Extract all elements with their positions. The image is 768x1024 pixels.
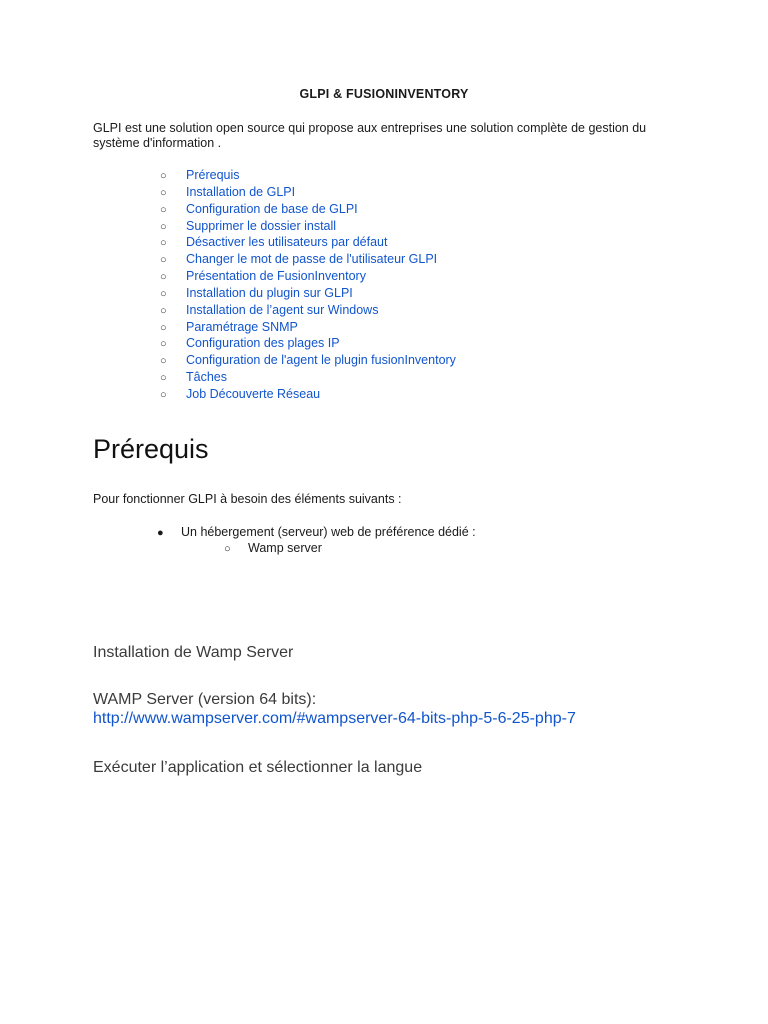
hollow-bullet-icon: ○ xyxy=(160,287,167,300)
list-item xyxy=(157,525,476,557)
hollow-bullet-icon: ○ xyxy=(160,203,167,216)
section-heading-prerequis: Prérequis xyxy=(93,434,209,464)
wamp-version-block xyxy=(93,690,576,728)
hollow-bullet-icon: ○ xyxy=(160,254,167,267)
toc-link-installation-agent[interactable]: Installation de l’agent sur Windows xyxy=(186,302,379,317)
toc-link-desactiver-utilisateurs[interactable]: Désactiver les utilisateurs par défaut xyxy=(186,235,388,250)
toc-item xyxy=(160,268,456,285)
toc-link-supprimer-install[interactable]: Supprimer le dossier install xyxy=(186,218,337,233)
requirement-text: Un hébergement (serveur) web de préférence dédié : xyxy=(181,525,476,539)
toc-link-parametrage-snmp[interactable]: Paramétrage SNMP xyxy=(186,319,298,334)
toc-item xyxy=(160,251,456,268)
toc-item xyxy=(160,285,456,302)
toc-item xyxy=(160,335,456,352)
toc-link-presentation-fusion[interactable]: Présentation de FusionInventory xyxy=(186,269,366,284)
toc-link-installation-plugin[interactable]: Installation du plugin sur GLPI xyxy=(186,285,353,300)
toc-item xyxy=(160,386,456,403)
section-heading-installation-wamp: Installation de Wamp Server xyxy=(93,644,294,661)
hollow-bullet-icon: ○ xyxy=(160,271,167,284)
hollow-bullet-icon: ○ xyxy=(160,355,167,368)
toc-link-prerequis[interactable]: Prérequis xyxy=(186,168,240,182)
hollow-bullet-icon: ○ xyxy=(160,170,167,182)
toc-item xyxy=(160,369,456,386)
hollow-bullet-icon: ○ xyxy=(160,388,167,401)
hollow-bullet-icon: ○ xyxy=(160,338,167,351)
toc-link-configuration-agent[interactable]: Configuration de l'agent le plugin fusionInventory xyxy=(186,353,456,368)
toc-link-changer-mot-de-passe[interactable]: Changer le mot de passe de l'utilisateur GLPI xyxy=(186,252,438,267)
toc-item xyxy=(160,201,456,218)
toc-item xyxy=(160,234,456,251)
filled-bullet-icon: ● xyxy=(157,527,164,539)
toc-link-configuration-base[interactable]: Configuration de base de GLPI xyxy=(186,201,358,216)
hollow-bullet-icon: ○ xyxy=(224,543,231,555)
wampserver-download-link[interactable]: http://www.wampserver.com/#wampserver-64-bits-php-5-6-25-php-7 xyxy=(93,710,576,727)
toc-item xyxy=(160,319,456,336)
toc-item xyxy=(160,167,456,184)
hollow-bullet-icon: ○ xyxy=(160,372,167,385)
toc-item xyxy=(160,352,456,369)
requirements-list xyxy=(157,525,476,557)
hollow-bullet-icon: ○ xyxy=(160,321,167,334)
toc-link-configuration-plages-ip[interactable]: Configuration des plages IP xyxy=(186,336,340,351)
toc-link-installation-glpi[interactable]: Installation de GLPI xyxy=(186,184,296,199)
table-of-contents xyxy=(160,167,456,403)
document-title: GLPI & FUSIONINVENTORY xyxy=(299,87,469,101)
run-application-text: Exécuter l’application et sélectionner la langue xyxy=(93,759,423,776)
sub-requirement-text: Wamp server xyxy=(248,541,322,555)
wamp-version-label: WAMP Server (version 64 bits): xyxy=(93,691,317,708)
toc-link-taches[interactable]: Tâches xyxy=(186,370,227,385)
toc-item xyxy=(160,302,456,319)
list-item xyxy=(224,541,476,557)
intro-paragraph: GLPI est une solution open source qui propose aux entreprises une solution complète de gestion du système d'information . xyxy=(93,121,647,150)
hollow-bullet-icon: ○ xyxy=(160,237,167,250)
hollow-bullet-icon: ○ xyxy=(160,304,167,317)
toc-item xyxy=(160,218,456,235)
hollow-bullet-icon: ○ xyxy=(160,186,167,199)
requirements-sublist xyxy=(157,541,476,557)
toc-item xyxy=(160,184,456,201)
prerequis-paragraph: Pour fonctionner GLPI à besoin des éléments suivants : xyxy=(93,492,402,506)
toc-link-job-decouverte[interactable]: Job Découverte Réseau xyxy=(186,386,321,401)
hollow-bullet-icon: ○ xyxy=(160,220,167,233)
